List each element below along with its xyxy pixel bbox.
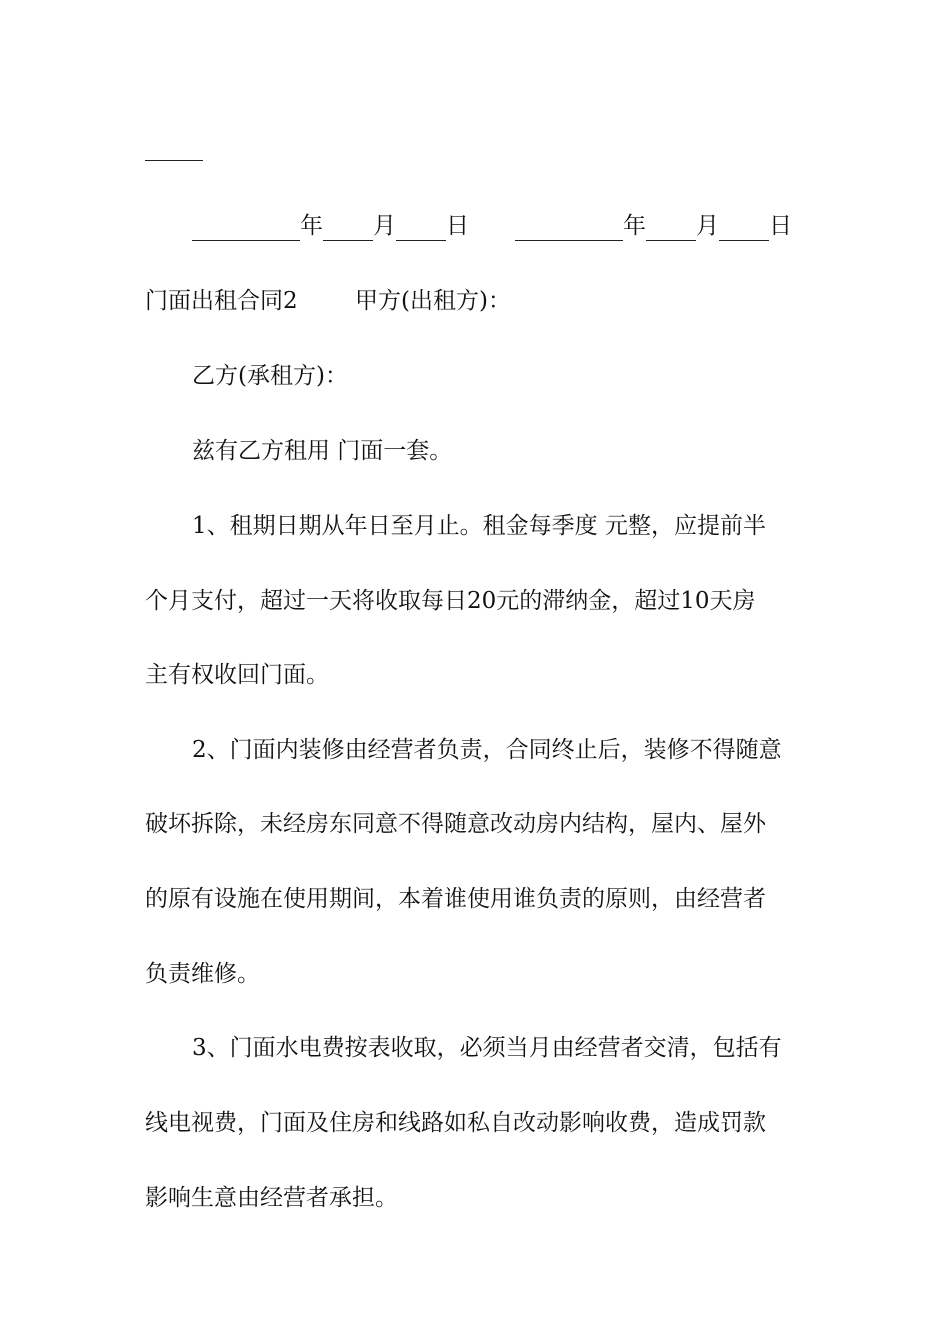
intro-paragraph: 兹有乙方租用 门面一套。 <box>192 438 453 464</box>
signature-underline <box>145 160 203 161</box>
clause1-line: 个月支付，超过一天将收取每日20元的滞纳金，超过10天房 <box>145 588 756 614</box>
day-label-1: 日 <box>446 213 469 239</box>
year-label-1: 年 <box>300 213 323 239</box>
day-blank-1 <box>396 216 446 241</box>
party-a-label: 甲方(出租方)： <box>355 288 511 314</box>
clause2-line: 负责维修。 <box>145 961 260 987</box>
month-blank-2 <box>646 216 696 241</box>
year-label-2: 年 <box>623 213 646 239</box>
date-row <box>192 211 792 241</box>
clause1-line: 1、租期日期从年日至月止。租金每季度 元整，应提前半 <box>192 513 766 539</box>
clause2-line: 的原有设施在使用期间，本着谁使用谁负责的原则，由经营者 <box>145 886 766 912</box>
day-label-2: 日 <box>769 213 792 239</box>
year-blank-1 <box>192 216 300 241</box>
year-blank-2 <box>515 216 623 241</box>
clause3-line: 影响生意由经营者承担。 <box>145 1185 398 1211</box>
clause1-line: 主有权收回门面。 <box>145 662 329 688</box>
month-blank-1 <box>323 216 373 241</box>
clause2-line: 2、门面内装修由经营者负责，合同终止后，装修不得随意 <box>192 737 782 763</box>
clause3-line: 线电视费，门面及住房和线路如私自改动影响收费，造成罚款 <box>145 1110 766 1136</box>
clause2-line: 破坏拆除，未经房东同意不得随意改动房内结构，屋内、屋外 <box>145 811 766 837</box>
month-label-2: 月 <box>696 213 719 239</box>
day-blank-2 <box>719 216 769 241</box>
clause3-line: 3、门面水电费按表收取，必须当月由经营者交清，包括有 <box>192 1035 782 1061</box>
month-label-1: 月 <box>373 213 396 239</box>
party-b-label: 乙方(承租方)： <box>192 363 348 389</box>
contract-title: 门面出租合同2 <box>145 288 298 314</box>
